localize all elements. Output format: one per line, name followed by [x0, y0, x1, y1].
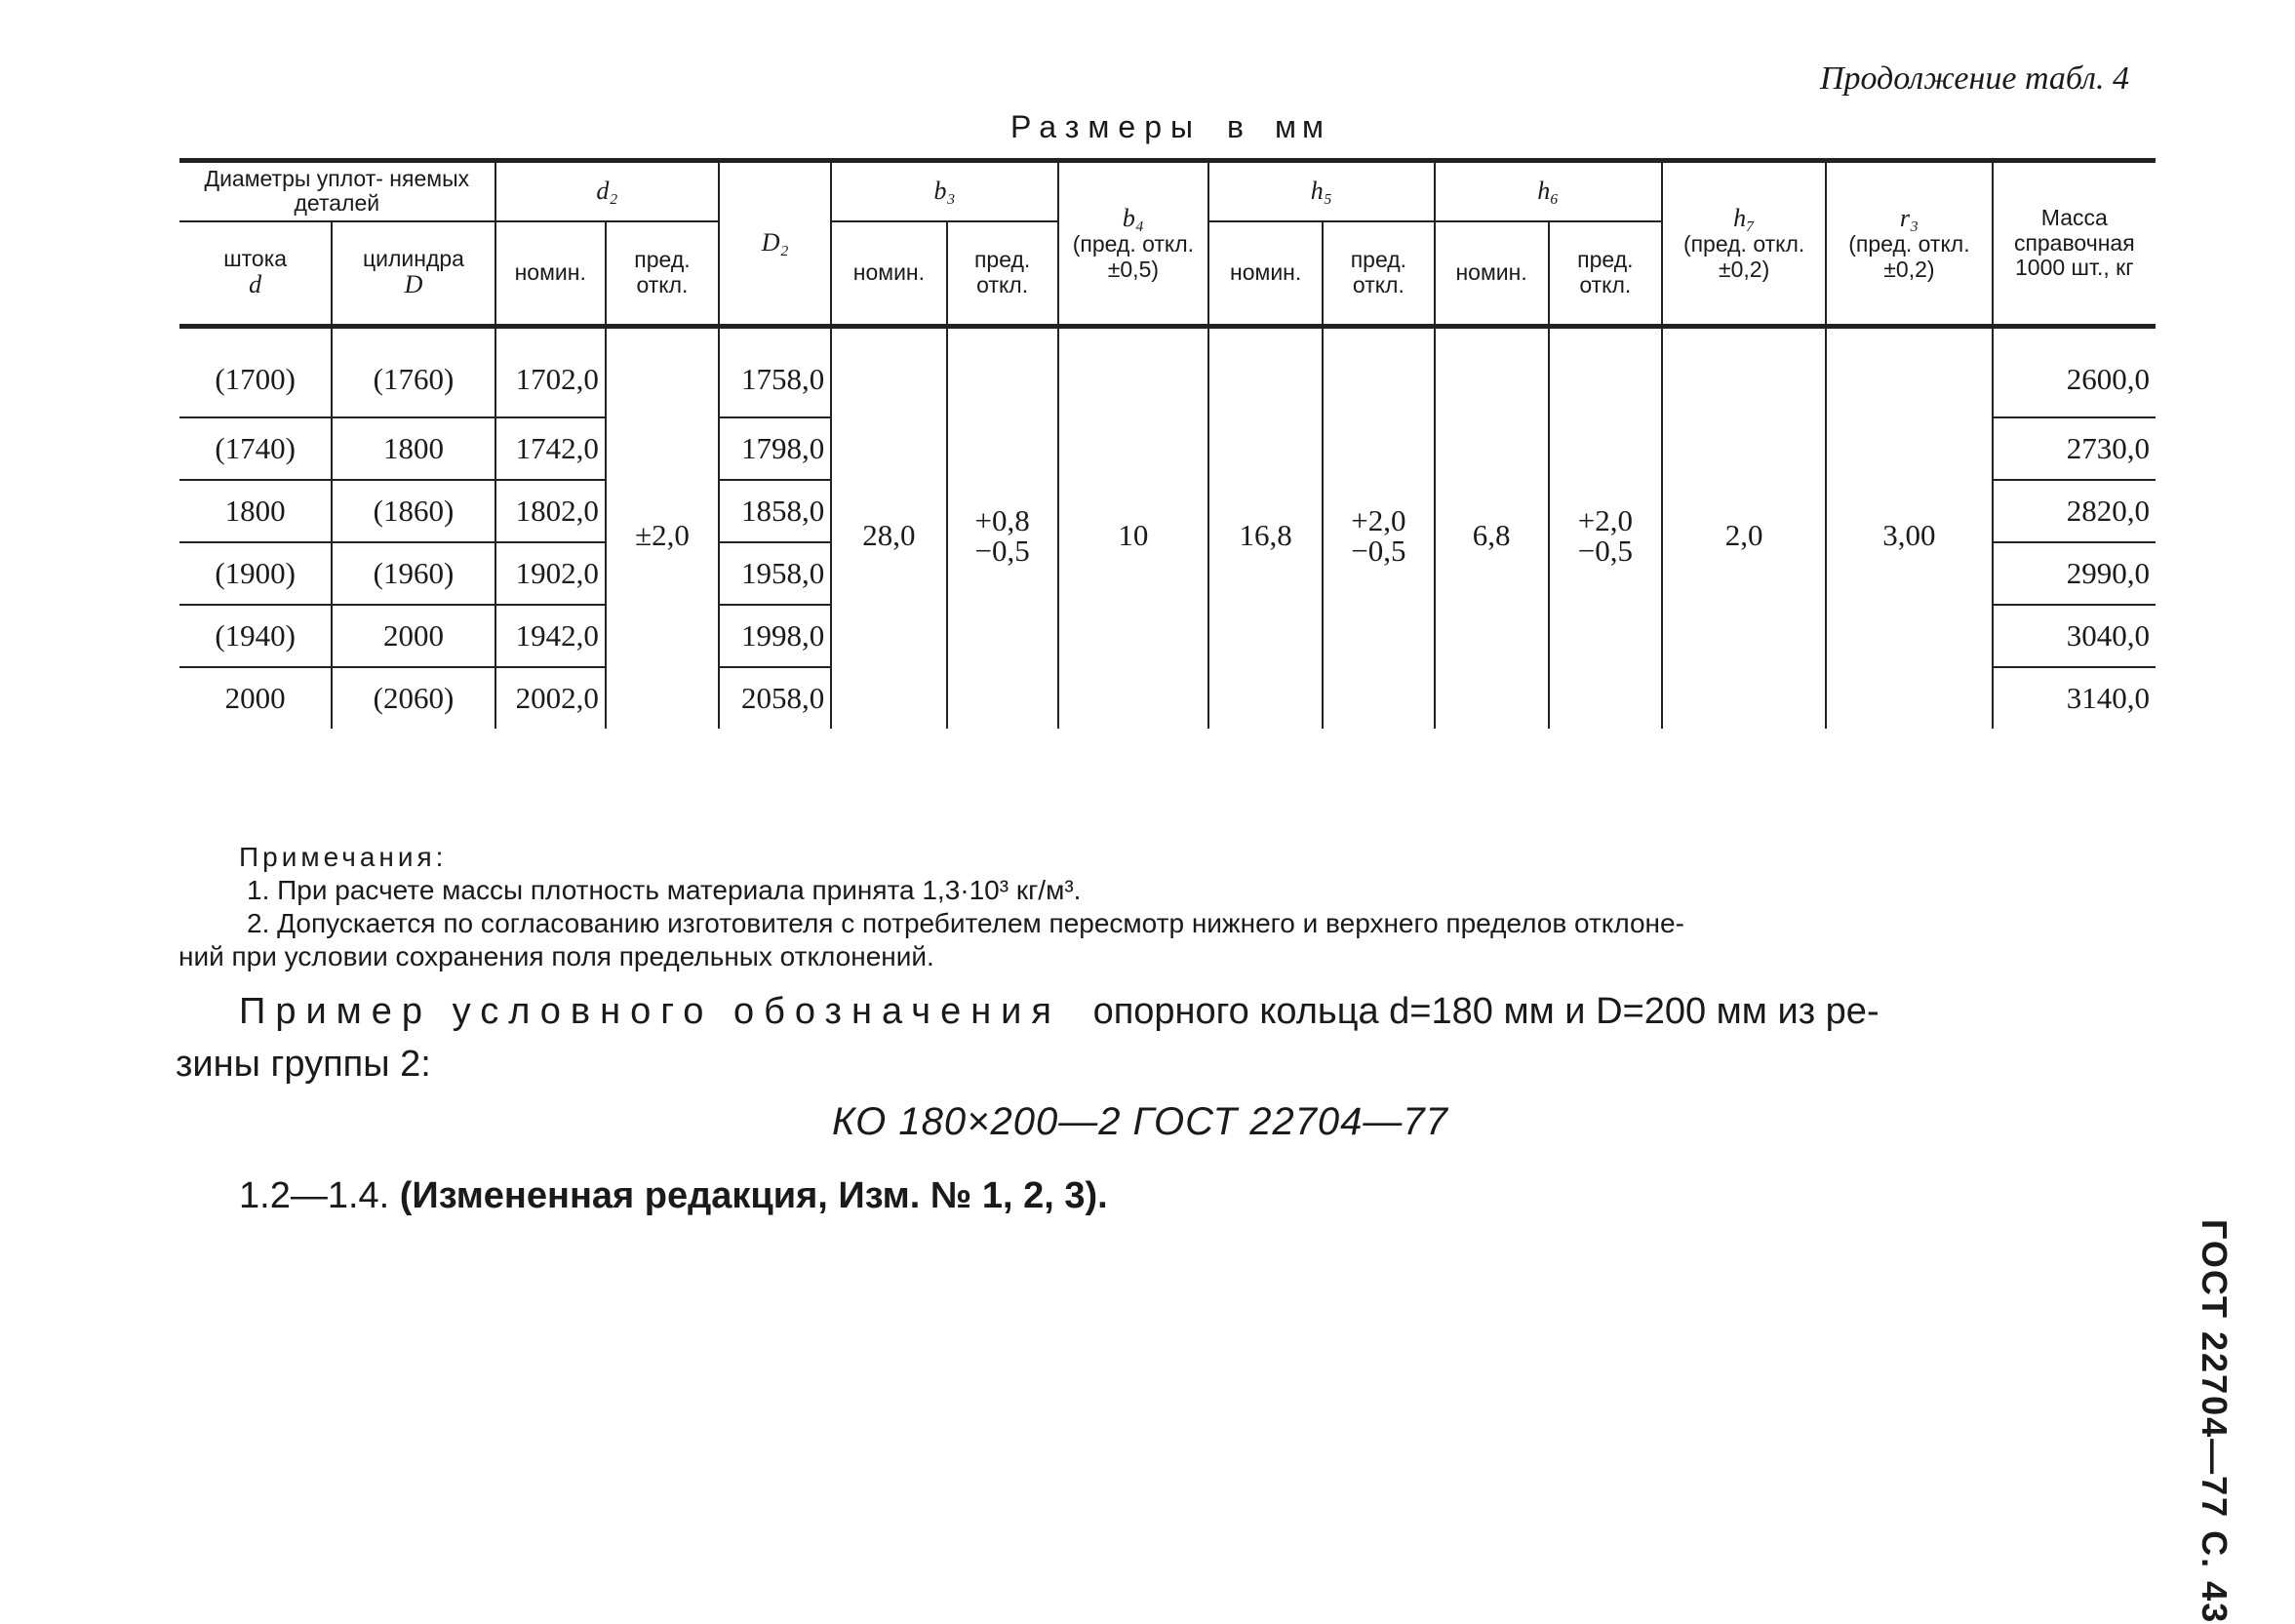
example-lead: Пример условного обозначения	[239, 991, 1061, 1032]
notes-title: Примечания:	[239, 842, 448, 872]
header-D2: D₂	[719, 161, 831, 327]
cell-b4: 10	[1058, 326, 1208, 729]
header-cylinder: цилиндра D	[332, 221, 495, 327]
cell-d: (1940)	[179, 605, 332, 667]
cell-d2: 1702,0	[495, 326, 606, 417]
cell-mass: 3140,0	[1993, 667, 2156, 729]
cell-D2: 1798,0	[719, 417, 831, 480]
cell-D2: 1758,0	[719, 326, 831, 417]
header-h6-nom: номин.	[1435, 221, 1549, 327]
units-label: Размеры	[1010, 109, 1202, 144]
cell-d2: 1742,0	[495, 417, 606, 480]
header-h6-dev: пред. откл.	[1549, 221, 1662, 327]
header-d2: d₂	[495, 161, 719, 221]
cell-D2: 1958,0	[719, 542, 831, 605]
cell-d: (1740)	[179, 417, 332, 480]
cell-mass: 3040,0	[1993, 605, 2156, 667]
note-1: 1. При расчете массы плотность материала принята 1,3·10³ кг/м³.	[247, 875, 1082, 905]
cell-b3-dev: +0,8 −0,5	[947, 326, 1058, 729]
header-h7: h₇ (пред. откл. ±0,2)	[1662, 161, 1826, 327]
header-h5-nom: номин.	[1208, 221, 1323, 327]
header-b4: b₄ (пред. откл. ±0,5)	[1058, 161, 1208, 327]
cell-d: (1900)	[179, 542, 332, 605]
cell-d2: 1902,0	[495, 542, 606, 605]
cell-b3-nom: 28,0	[831, 326, 946, 729]
notes-block	[178, 841, 2151, 973]
example-eq2: D=200 мм из ре-	[1596, 991, 1880, 1032]
header-mass: Масса справочная 1000 шт., кг	[1993, 161, 2156, 327]
units-unit: мм	[1274, 109, 1329, 144]
cell-r3: 3,00	[1826, 326, 1992, 729]
cell-d: (1700)	[179, 326, 332, 417]
cell-D: 1800	[332, 417, 495, 480]
header-h5: h₅	[1208, 161, 1434, 221]
header-d2-dev: пред. откл.	[606, 221, 719, 327]
amendment-text: (Измененная редакция, Изм. № 1, 2, 3).	[399, 1175, 1108, 1216]
cell-d: 2000	[179, 667, 332, 729]
page-sidebar-label: ГОСТ 22704—77 С. 43	[2195, 1219, 2235, 1624]
cell-D2: 1998,0	[719, 605, 831, 667]
cell-D2: 2058,0	[719, 667, 831, 729]
example-text: опорного кольца	[1092, 991, 1379, 1032]
cell-h7: 2,0	[1662, 326, 1826, 729]
header-rod: штока d	[179, 221, 332, 327]
cell-mass: 2730,0	[1993, 417, 2156, 480]
cell-h6-dev: +2,0 −0,5	[1549, 326, 1662, 729]
table-row	[179, 326, 2156, 417]
units-caption	[1010, 109, 1329, 145]
cell-d2: 2002,0	[495, 667, 606, 729]
header-d2-nom: номин.	[495, 221, 606, 327]
header-b3: b₃	[831, 161, 1057, 221]
cell-d2: 1802,0	[495, 480, 606, 542]
cell-D: (2060)	[332, 667, 495, 729]
cell-D: (1760)	[332, 326, 495, 417]
cell-mass: 2820,0	[1993, 480, 2156, 542]
header-b3-dev: пред. откл.	[947, 221, 1058, 327]
header-diameters: Диаметры уплот- няемых деталей	[179, 161, 495, 221]
header-h6: h₆	[1435, 161, 1662, 221]
dimensions-table	[179, 158, 2156, 729]
example-text2: зины группы 2:	[176, 1044, 431, 1085]
amendment-line	[239, 1175, 1108, 1217]
cell-d2: 1942,0	[495, 605, 606, 667]
amendment-range: 1.2—1.4.	[239, 1175, 390, 1216]
cell-D2: 1858,0	[719, 480, 831, 542]
note-2-continued: ний при условии сохранения поля предельных отклонений.	[178, 941, 934, 971]
header-h5-dev: пред. откл.	[1323, 221, 1434, 327]
designation-example: КО 180×200—2 ГОСТ 22704—77	[832, 1100, 1448, 1143]
cell-h5-dev: +2,0 −0,5	[1323, 326, 1434, 729]
cell-D: (1960)	[332, 542, 495, 605]
cell-d: 1800	[179, 480, 332, 542]
cell-h5-nom: 16,8	[1208, 326, 1323, 729]
cell-D: (1860)	[332, 480, 495, 542]
continuation-label: Продолжение табл. 4	[1819, 60, 2129, 97]
cell-D: 2000	[332, 605, 495, 667]
units-in: в	[1226, 109, 1249, 144]
cell-mass: 2990,0	[1993, 542, 2156, 605]
cell-mass: 2600,0	[1993, 326, 2156, 417]
header-r3: r₃ (пред. откл. ±0,2)	[1826, 161, 1992, 327]
note-2: 2. Допускается по согласованию изготовителя с потребителем пересмотр нижнего и верхнего пределов отклоне-	[247, 908, 1684, 938]
header-b3-nom: номин.	[831, 221, 946, 327]
cell-d2-dev: ±2,0	[606, 326, 719, 729]
example-paragraph	[176, 985, 2156, 1090]
example-eq1: d=180 мм и	[1389, 991, 1586, 1032]
cell-h6-nom: 6,8	[1435, 326, 1549, 729]
